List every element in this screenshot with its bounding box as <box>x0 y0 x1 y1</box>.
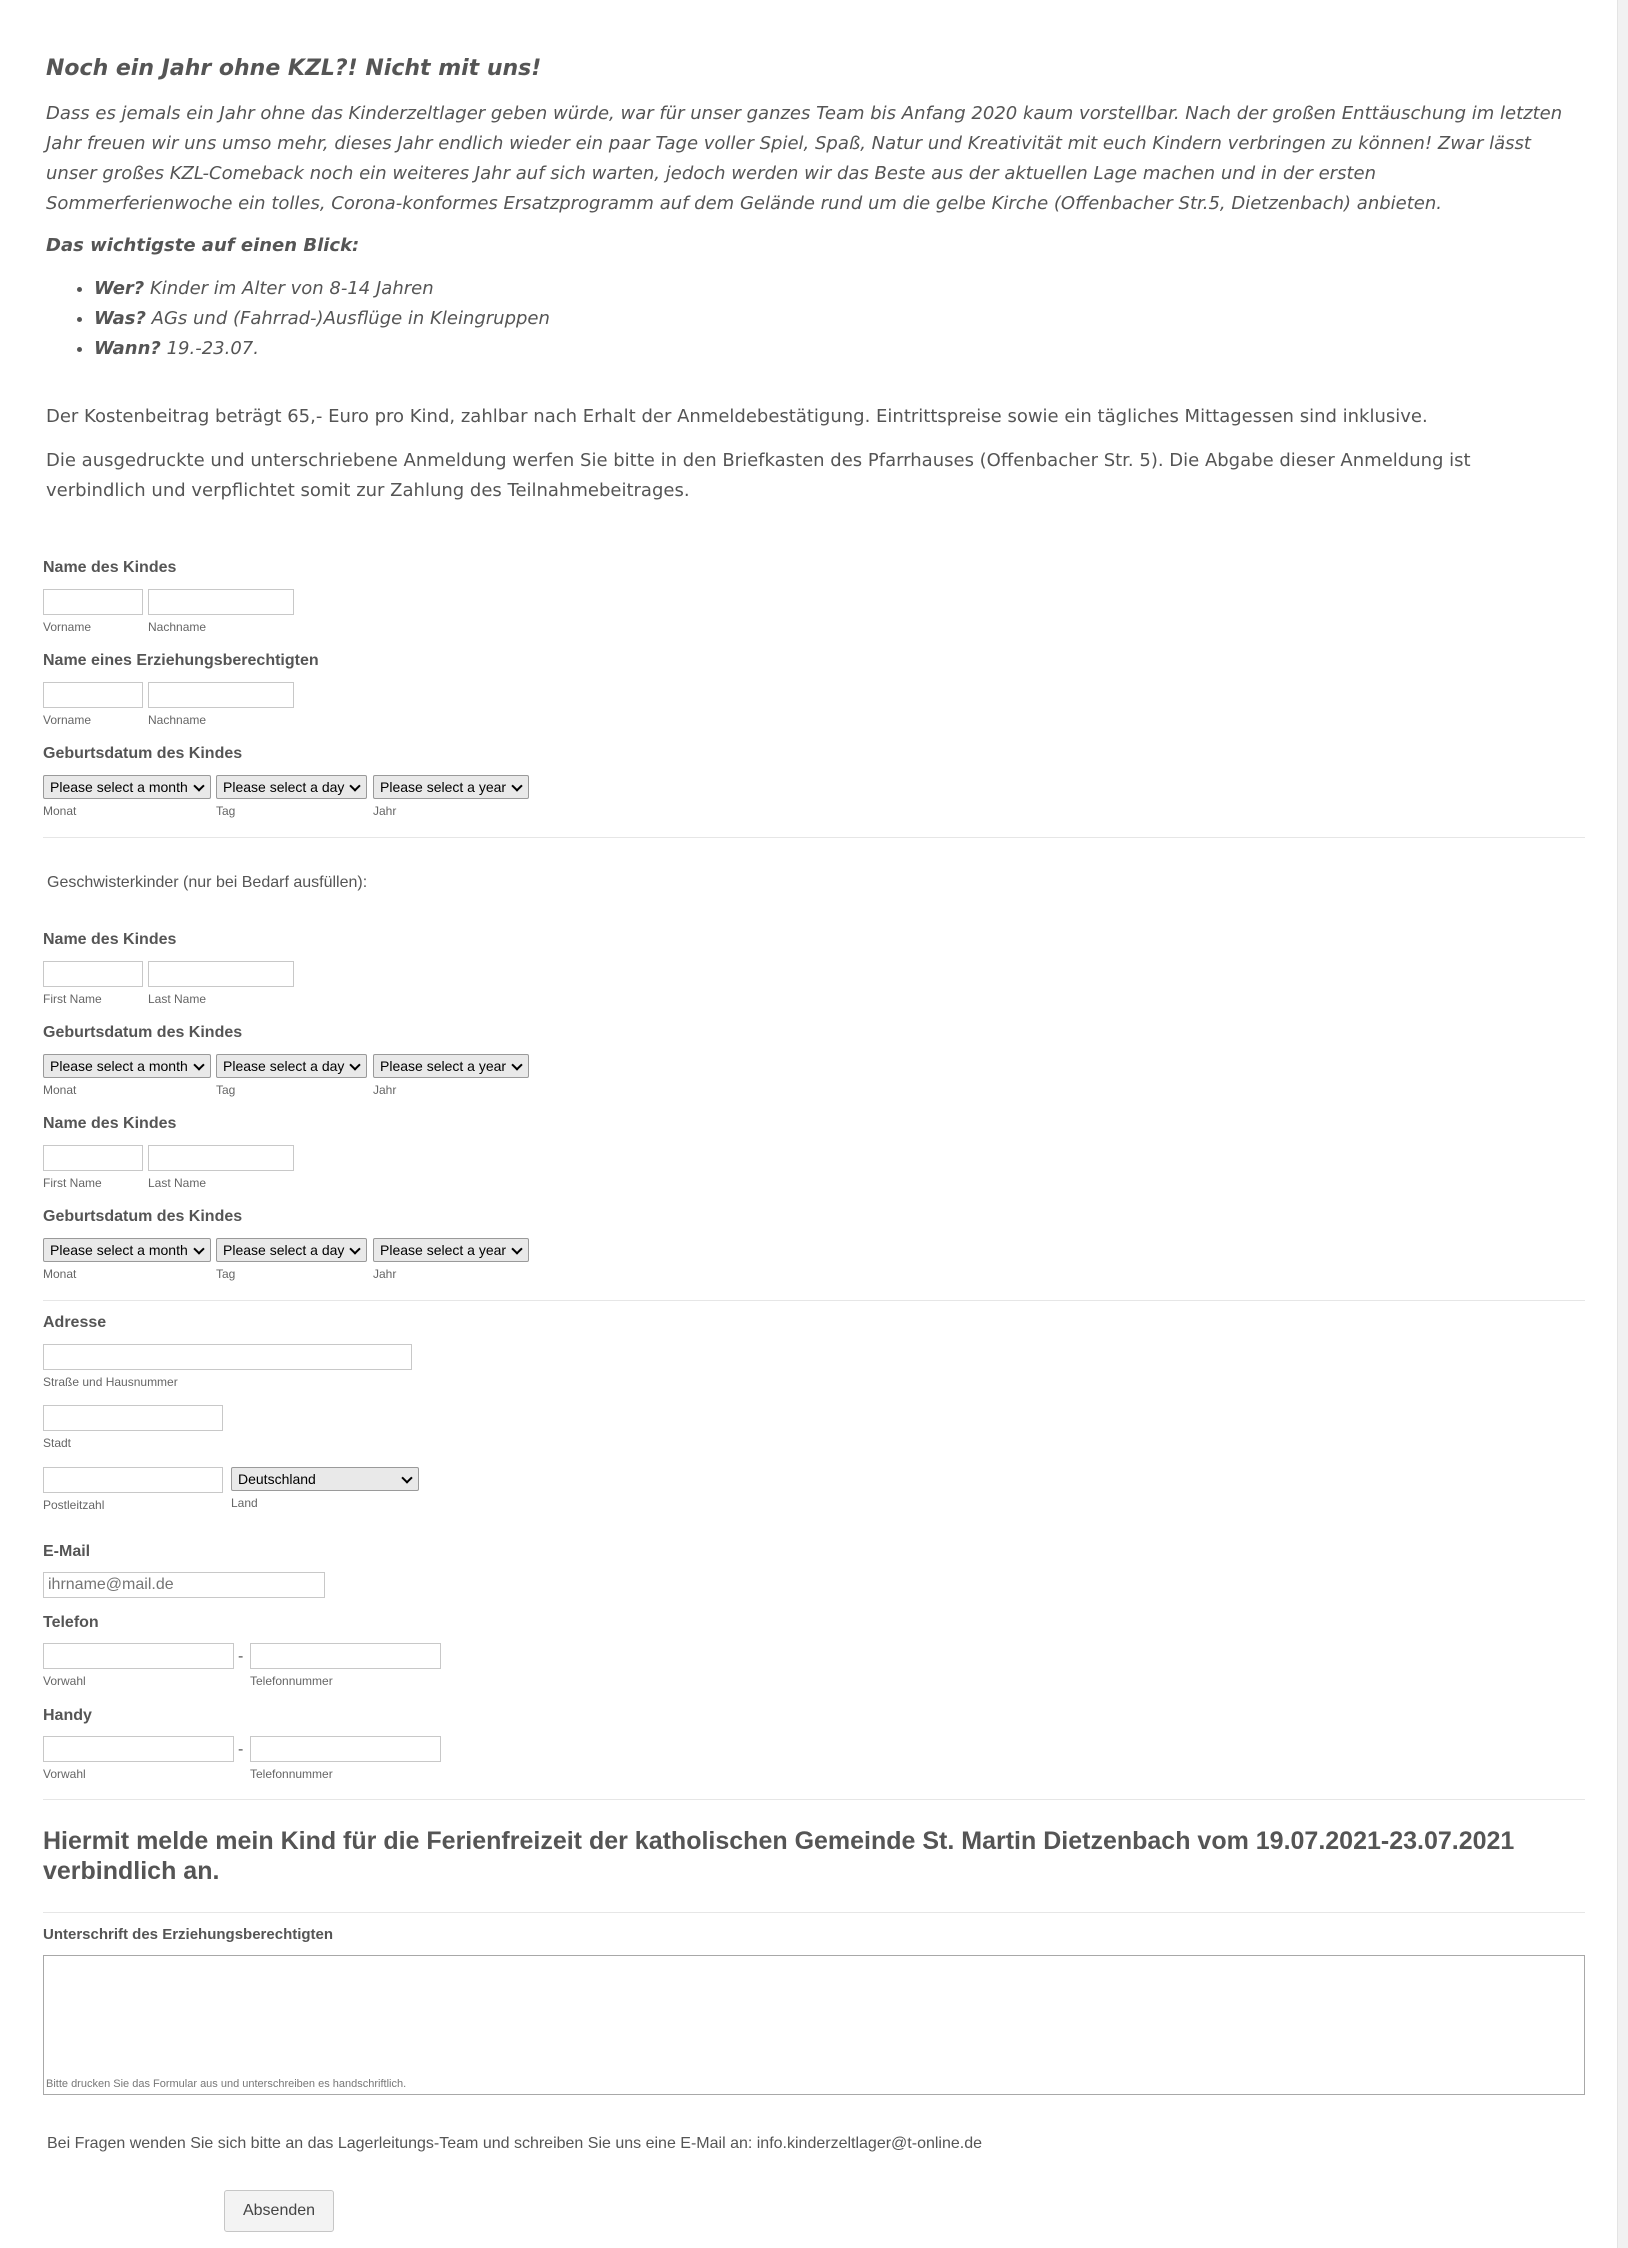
sibling2-birth-year-select[interactable]: Please select a year <box>373 1238 529 1262</box>
fact-who <box>94 274 1566 304</box>
city-sublabel: Stadt <box>43 1436 72 1450</box>
phone-area-sublabel: Vorwahl <box>43 1674 86 1688</box>
sibling2-birthdate-label: Geburtsdatum des Kindes <box>43 1208 243 1225</box>
mobile-number-input[interactable] <box>250 1736 441 1762</box>
birth-year-select[interactable]: Please select a year <box>373 775 529 799</box>
birthdate-label: Geburtsdatum des Kindes <box>43 745 243 762</box>
address-label: Adresse <box>43 1314 107 1331</box>
sibling1-birth-year-sublabel: Jahr <box>373 1083 397 1097</box>
phone-area-input[interactable] <box>43 1643 234 1669</box>
sibling1-last-name-sublabel: Last Name <box>148 992 207 1006</box>
divider <box>43 1912 1585 1913</box>
fact-what <box>94 304 1566 334</box>
sibling1-first-name-sublabel: First Name <box>43 992 102 1006</box>
email-input[interactable] <box>43 1572 325 1598</box>
fact-who-term: Wer? <box>94 278 145 299</box>
sibling2-birth-year-sublabel: Jahr <box>373 1267 397 1281</box>
street-sublabel: Straße und Hausnummer <box>43 1375 178 1389</box>
sibling1-birth-year-select[interactable]: Please select a year <box>373 1054 529 1078</box>
signature-label: Unterschrift des Erziehungsberechtigten <box>43 1926 334 1943</box>
signature-box[interactable] <box>43 1955 1585 2095</box>
mobile-separator: - <box>238 1741 244 1758</box>
fact-who-text: Kinder im Alter von 8-14 Jahren <box>144 278 434 299</box>
fact-what-term: Was? <box>94 308 146 329</box>
phone-label: Telefon <box>43 1614 99 1631</box>
email-label: E-Mail <box>43 1543 91 1560</box>
mobile-area-input[interactable] <box>43 1736 234 1762</box>
sibling1-birth-day-sublabel: Tag <box>216 1083 236 1097</box>
guardian-last-name-sublabel: Nachname <box>148 713 207 727</box>
birth-day-sublabel: Tag <box>216 804 236 818</box>
mobile-label: Handy <box>43 1707 92 1724</box>
intro-paragraph: Dass es jemals ein Jahr ohne das Kinderzeltlager geben würde, war für unser ganzes Team bis Anfang 2020 kaum vorstellbar. Nach der großen Enttäuschung im letzten Jahr freuen wir uns umso mehr, dieses Jahr endlich wieder ein paar Tage voller Spiel, Spaß, Natur und Kreativität mit euch Kindern verbringen zu können! Zwar lässt unser großes KZL-Comeback noch ein weiteres Jahr auf sich warten, jedoch werden wir das Beste aus der aktuellen Lage machen und in der ersten Sommerferienwoche ein tolles, Corona-konformes Ersatzprogramm auf dem Gelände rund um die gelbe Kirche (Offenbacher Str.5, Dietzenbach) anbieten. <box>46 103 1563 214</box>
sibling1-name-label: Name des Kindes <box>43 931 177 948</box>
birth-year-sublabel: Jahr <box>373 804 397 818</box>
birth-day-select[interactable]: Please select a day <box>216 775 367 799</box>
sibling2-birth-month-sublabel: Monat <box>43 1267 77 1281</box>
birth-month-sublabel: Monat <box>43 804 77 818</box>
child-name-label: Name des Kindes <box>43 559 177 576</box>
sibling1-birth-month-select[interactable]: Please select a month <box>43 1054 211 1078</box>
phone-number-sublabel: Telefonnummer <box>250 1674 333 1688</box>
guardian-name-label: Name eines Erziehungsberechtigten <box>43 652 319 669</box>
divider <box>43 1300 1585 1301</box>
guardian-first-name-sublabel: Vorname <box>43 713 92 727</box>
submit-button[interactable]: Absenden <box>224 2190 334 2232</box>
intro-section <box>46 56 1566 506</box>
street-input[interactable] <box>43 1344 412 1370</box>
child-last-name-sublabel: Nachname <box>148 620 207 634</box>
fact-when <box>94 334 1566 364</box>
siblings-note: Geschwisterkinder (nur bei Bedarf ausfüllen): <box>47 874 368 891</box>
divider <box>43 1799 1585 1800</box>
zip-sublabel: Postleitzahl <box>43 1498 105 1512</box>
sibling2-first-name-input[interactable] <box>43 1145 143 1171</box>
cost-paragraph: Der Kostenbeitrag beträgt 65,- Euro pro Kind, zahlbar nach Erhalt der Anmeldebestätigung. Eintrittspreise sowie ein tägliches Mittagessen sind inklusive. <box>46 406 1428 427</box>
sibling1-last-name-input[interactable] <box>148 961 294 987</box>
scrollbar[interactable] <box>1617 0 1628 2248</box>
phone-separator: - <box>238 1648 244 1665</box>
sibling2-first-name-sublabel: First Name <box>43 1176 102 1190</box>
sibling2-last-name-sublabel: Last Name <box>148 1176 207 1190</box>
phone-number-input[interactable] <box>250 1643 441 1669</box>
sibling1-birth-month-sublabel: Monat <box>43 1083 77 1097</box>
sibling2-name-label: Name des Kindes <box>43 1115 177 1132</box>
sibling1-birth-day-select[interactable]: Please select a day <box>216 1054 367 1078</box>
divider <box>43 837 1585 838</box>
mobile-area-sublabel: Vorwahl <box>43 1767 86 1781</box>
intro-subtitle: Das wichtigste auf einen Blick: <box>46 235 360 256</box>
birth-month-select[interactable]: Please select a month <box>43 775 211 799</box>
fact-when-text: 19.-23.07. <box>160 338 259 359</box>
child-first-name-input[interactable] <box>43 589 143 615</box>
guardian-last-name-input[interactable] <box>148 682 294 708</box>
sibling2-birth-day-sublabel: Tag <box>216 1267 236 1281</box>
mobile-number-sublabel: Telefonnummer <box>250 1767 333 1781</box>
fact-when-term: Wann? <box>94 338 161 359</box>
country-select[interactable]: Deutschland <box>231 1467 419 1491</box>
sibling1-first-name-input[interactable] <box>43 961 143 987</box>
sibling2-birth-day-select[interactable]: Please select a day <box>216 1238 367 1262</box>
signature-hint: Bitte drucken Sie das Formular aus und unterschreiben es handschriftlich. <box>46 2078 407 2090</box>
contact-text: Bei Fragen wenden Sie sich bitte an das Lagerleitungs-Team und schreiben Sie uns eine E-Mail an: info.kinderzeltlager@t-online.de <box>47 2135 983 2152</box>
zip-input[interactable] <box>43 1467 223 1493</box>
facts-list <box>46 274 1566 364</box>
child-last-name-input[interactable] <box>148 589 294 615</box>
intro-title: Noch ein Jahr ohne KZL?! Nicht mit uns! <box>46 56 542 81</box>
fact-what-text: AGs und (Fahrrad-)Ausflüge in Kleingruppen <box>145 308 550 329</box>
sibling2-birth-month-select[interactable]: Please select a month <box>43 1238 211 1262</box>
child-first-name-sublabel: Vorname <box>43 620 92 634</box>
sibling1-birthdate-label: Geburtsdatum des Kindes <box>43 1024 243 1041</box>
declaration-heading: Hiermit melde mein Kind für die Ferienfreizeit der katholischen Gemeinde St. Martin Dietzenbach vom 19.07.2021-23.07.2021 verbindlich an. <box>43 1827 1515 1885</box>
guardian-first-name-input[interactable] <box>43 682 143 708</box>
sibling2-last-name-input[interactable] <box>148 1145 294 1171</box>
city-input[interactable] <box>43 1405 223 1431</box>
country-sublabel: Land <box>231 1496 258 1510</box>
submission-paragraph: Die ausgedruckte und unterschriebene Anmeldung werfen Sie bitte in den Briefkasten des Pfarrhauses (Offenbacher Str. 5). Die Abgabe dieser Anmeldung ist verbindlich und verpflichtet somit zur Zahlung des Teilnahmebeitrages. <box>46 450 1471 501</box>
